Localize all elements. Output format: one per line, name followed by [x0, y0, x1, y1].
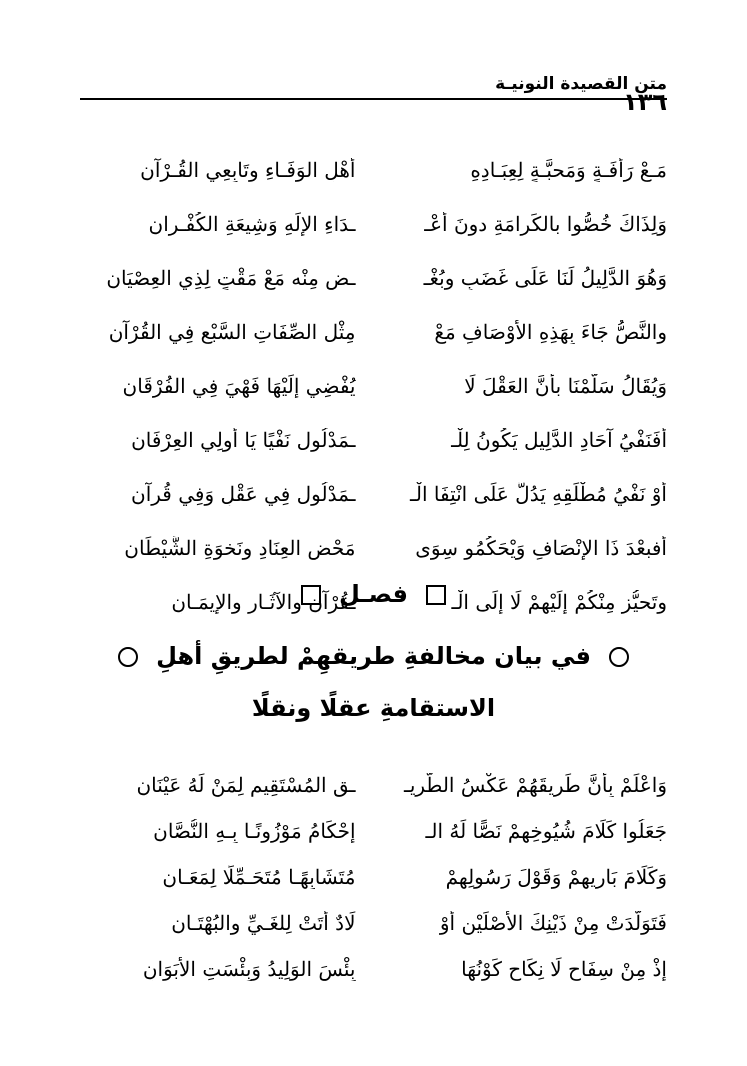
page-header [80, 74, 667, 104]
second-hemistich: إِحْكَامُ مَوْزُونًـا بِـهِ النُّصَّانِ [153, 819, 356, 843]
second-hemistich: مِثْل الصِّفَاتِ السَّبْعِ فِي القُرْآنِ [108, 320, 356, 344]
second-hemistich: ـمَدْلُولِ نَفْيًا يَا أُولِي العِرْفَانِ [131, 428, 356, 452]
verse-line [80, 197, 667, 251]
running-title: متن القصيدة النونيـة [495, 74, 667, 94]
subheading-line-1 [80, 642, 667, 670]
first-hemistich: أَفَنَفْيُ آحَادِ الدَّلِيلِ يَكُونُ لِلْـ [451, 428, 667, 452]
first-hemistich: وَكَلَامَ بَارِيهِمْ وَقَوْلَ رَسُولِهِمْ [445, 865, 667, 889]
second-hemistich: ـقِ المُسْتَقِيمِ لِمَنْ لَهُ عَيْنَانِ [136, 773, 356, 797]
circle-ornament-icon [609, 647, 629, 667]
verse-line [80, 808, 667, 854]
first-hemistich: وَيُقَالُ سَلَّمْنَا بأَنَّ العَقْلَ لَا [464, 374, 667, 398]
header-rule [80, 98, 667, 100]
verse-line [80, 521, 667, 575]
subheading-text-1: في بيان مخالفةِ طريقهِمْ لطريقِ أهلِ [156, 642, 591, 670]
second-hemistich: ـقُرْآنِ والآثَـارِ والإِيمَـانِ [171, 590, 356, 614]
first-hemistich: وَاعْلَمْ بِأَنَّ طَرِيقَهُمْ عَكْسُ الطَّرِيـ [403, 773, 667, 797]
second-hemistich: يُفْضِي إِلَيْهَا فَهْيَ فِي الفُرْقَانِ [122, 374, 356, 398]
second-hemistich: ـدَاءِ الإِلَهِ وَشِيعَةِ الكُفْـرانِ [148, 212, 356, 236]
subheading-text-2: الاستقامةِ عقلًا ونقلًا [251, 694, 496, 722]
verse-block-1 [80, 143, 667, 629]
first-hemistich: وَهُوَ الدَّلِيلُ لَنَا عَلَى غَضَبٍ وبُغْـ [423, 266, 667, 290]
second-hemistich: ـضٍ مِنْه مَعْ مَقْتٍ لِذِي العِصْيَانِ [106, 266, 356, 290]
verse-line [80, 762, 667, 808]
square-ornament-icon [301, 585, 321, 605]
first-hemistich: إِذْ مِنْ سِفَاحٍ لَا نِكَاحٍ كَوْنُهَا [461, 957, 667, 981]
second-hemistich: مُتَشَابِهًـا مُتَحَـمِّلًا لِمَعَـانِ [162, 865, 356, 889]
verse-line [80, 467, 667, 521]
second-hemistich: ـمَدْلُولِ فِي عَقْلٍ وَفِي قُرآنِ [131, 482, 356, 506]
verse-line [80, 359, 667, 413]
first-hemistich: فَتَوَلَّدَتْ مِنْ ذَيْنِكَ الأَصْلَيْنِ أَوْ [439, 911, 667, 935]
verse-line [80, 305, 667, 359]
first-hemistich: أَوْ نَفْيُ مُطْلَقِهِ يَدُلُّ عَلَى انْتِفَا الْـ [410, 482, 667, 506]
first-hemistich: والنَّصُّ جَاءَ بِهَذِهِ الأَوْصَافِ مَعْ [434, 320, 667, 344]
first-hemistich: جَعَلُوا كَلَامَ شُيُوخِهِمْ نَصًّا لَهُ الـ [425, 819, 667, 843]
subheading-line-2 [80, 694, 667, 722]
verse-line [80, 413, 667, 467]
first-hemistich: أفبعْدَ ذَا الإِنْصَافِ وَيْحَكُمُو سِوَى [415, 536, 667, 560]
verse-line [80, 946, 667, 992]
circle-ornament-icon [118, 647, 138, 667]
section-heading [0, 580, 747, 608]
verse-block-2 [80, 762, 667, 992]
second-hemistich: مَحْضِ العِنَادِ ونَخوَةِ الشَّيْطَانِ [124, 536, 356, 560]
second-hemistich: أَهْلِ الوَفَـاءِ وتَابِعِي القُـرْآنِ [140, 158, 356, 182]
second-hemistich: بِئْسَ الوَلِيدُ وَبِئْسَتِ الأَبَوَانِ [142, 957, 356, 981]
first-hemistich: وَلِذَاكَ خُصُّوا بالكَرامَةِ دونَ أَعْـ [424, 212, 667, 236]
verse-line [80, 251, 667, 305]
square-ornament-icon [426, 585, 446, 605]
second-hemistich: لَادٌ أَتَتْ لِلغَـيِّ والبُهْتَـانِ [171, 911, 356, 935]
first-hemistich: وتَحيُّزٍ مِنْكُمْ إِلَيْهِمْ لَا إِلَى الْـ [451, 590, 667, 614]
verse-line [80, 854, 667, 900]
page-number: ١٣٦ [623, 88, 667, 116]
verse-line [80, 900, 667, 946]
verse-line [80, 143, 667, 197]
section-label: فصـل [339, 580, 408, 608]
first-hemistich: مَـعْ رَأْفَـةٍ وَمَحبَّـةٍ لِعِبَـادِهِ [470, 158, 667, 182]
